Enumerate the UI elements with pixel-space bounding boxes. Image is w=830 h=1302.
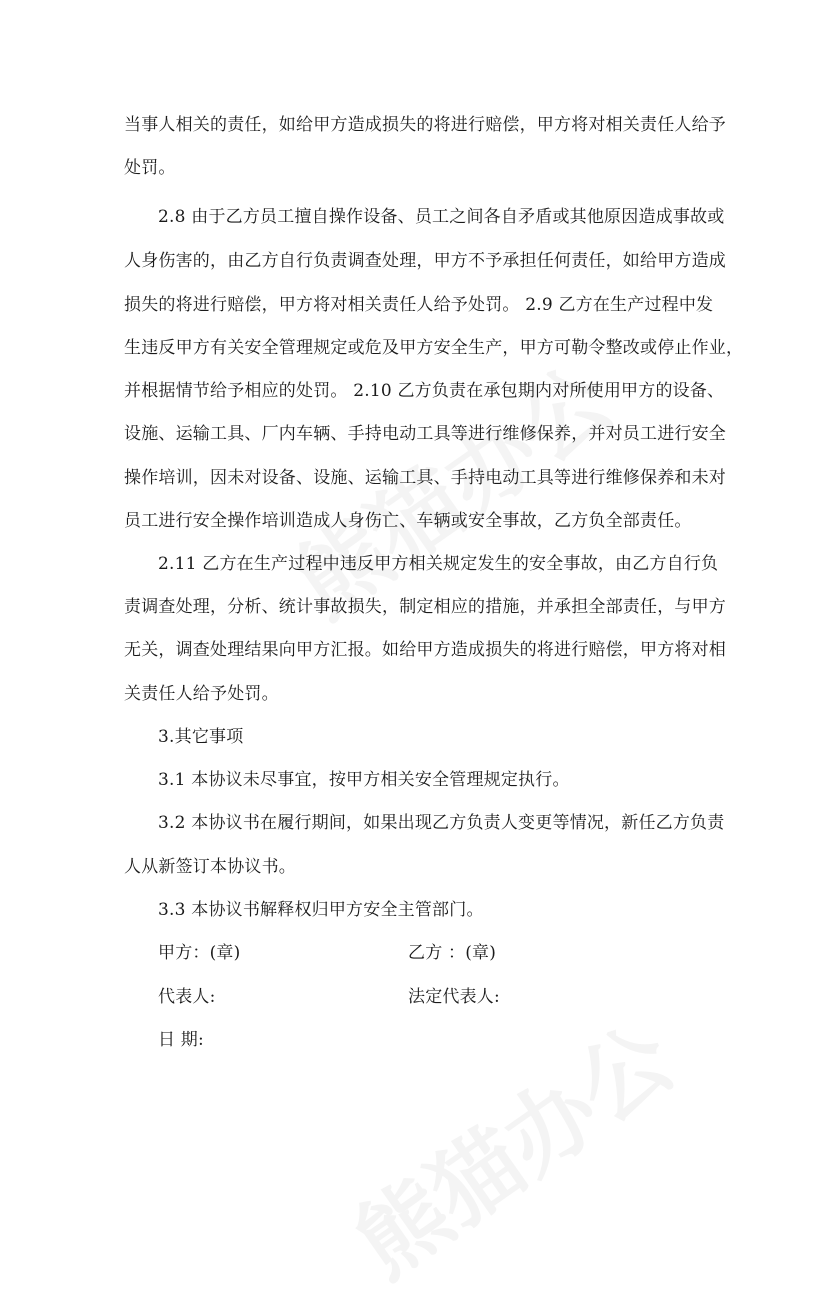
body-line: 当事人相关的责任，如给甲方造成损失的将进行赔偿，甲方将对相关责任人给予 <box>124 115 726 135</box>
body-line: 生违反甲方有关安全管理规定或危及甲方安全生产，甲方可勒令整改或停止作业， <box>124 338 744 358</box>
body-line: 损失的将进行赔偿，甲方将对相关责任人给予处罚。 2.9 乙方在生产过程中发 <box>124 295 714 315</box>
body-line: 3.2 本协议书在履行期间，如果出现乙方负责人变更等情况，新任乙方负责 <box>158 813 725 833</box>
party-b-seal: 乙方 ：(章) <box>408 943 497 963</box>
signature-date: 日 期: <box>158 1030 204 1050</box>
body-line: 人身伤害的，由乙方自行负责调查处理，甲方不予承担任何责任，如给甲方造成 <box>124 251 726 271</box>
body-line: 设施、运输工具、厂内车辆、手持电动工具等进行维修保养，并对员工进行安全 <box>124 424 726 444</box>
body-line: 3.3 本协议书解释权归甲方安全主管部门。 <box>158 900 484 920</box>
body-line: 3.1 本协议未尽事宜，按甲方相关安全管理规定执行。 <box>158 770 570 790</box>
party-b-legal-representative: 法定代表人: <box>408 987 500 1007</box>
body-line: 2.11 乙方在生产过程中违反甲方相关规定发生的安全事故，由乙方自行负 <box>158 554 719 574</box>
body-line: 人从新签订本协议书。 <box>124 857 296 877</box>
party-a-representative: 代表人: <box>158 987 216 1007</box>
body-line: 无关，调查处理结果向甲方汇报。如给甲方造成损失的将进行赔偿，甲方将对相 <box>124 640 726 660</box>
body-line: 操作培训，因未对设备、设施、运输工具、手持电动工具等进行维修保养和未对 <box>124 468 726 488</box>
body-line: 员工进行安全操作培训造成人身伤亡、车辆或安全事故，乙方负全部责任。 <box>124 511 692 531</box>
body-line: 处罚。 <box>124 158 176 178</box>
section-heading: 3.其它事项 <box>158 727 244 747</box>
party-a-seal: 甲方：(章) <box>158 943 241 963</box>
watermark <box>325 989 694 1302</box>
body-line: 关责任人给予处罚。 <box>124 684 279 704</box>
body-line: 责调查处理，分析、统计事故损失，制定相应的措施，并承担全部责任，与甲方 <box>124 597 726 617</box>
body-line: 并根据情节给予相应的处罚。 2.10 乙方负责在承包期内对所使用甲方的设备、 <box>124 381 725 401</box>
body-line: 2.8 由于乙方员工擅自操作设备、员工之间各自矛盾或其他原因造成事故或 <box>158 207 725 227</box>
